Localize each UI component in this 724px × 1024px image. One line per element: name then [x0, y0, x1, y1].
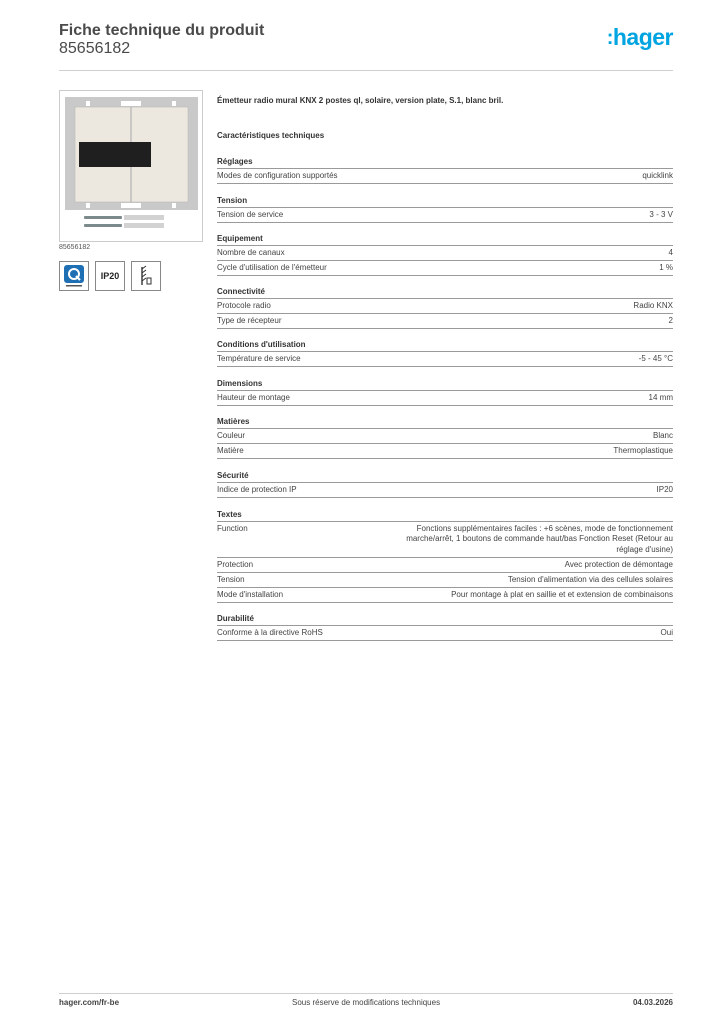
spec-row — [217, 208, 673, 223]
spec-label: Tension de service — [217, 209, 284, 219]
spec-value: Pour montage à plat en saillie et et extension de combinaisons — [451, 589, 673, 599]
spec-label: Function — [217, 523, 248, 533]
group-dimensions — [217, 376, 673, 406]
footer-divider — [59, 993, 673, 994]
spec-row — [217, 314, 673, 329]
spec-value: Thermoplastique — [613, 445, 673, 455]
spec-label: Température de service — [217, 353, 301, 363]
spec-label: Indice de protection IP — [217, 484, 297, 494]
spec-label: Nombre de canaux — [217, 247, 285, 257]
spec-row — [217, 299, 673, 314]
logo-word: hager — [612, 24, 673, 50]
group-title: Durabilité — [217, 611, 673, 626]
spec-value: 4 — [668, 247, 673, 257]
hager-logo — [607, 26, 673, 49]
spec-label: Protocole radio — [217, 300, 271, 310]
mounting-icon — [133, 263, 159, 289]
spec-value: Oui — [660, 627, 673, 637]
quicklink-badge — [59, 261, 89, 291]
spec-row — [217, 261, 673, 276]
footer-disclaimer: Sous réserve de modifications techniques — [292, 998, 441, 1007]
spec-label: Matière — [217, 445, 244, 455]
page-header — [59, 22, 673, 64]
group-title: Conditions d'utilisation — [217, 337, 673, 352]
spec-row — [217, 246, 673, 261]
spec-value: quicklink — [642, 170, 673, 180]
spec-value: Tension d'alimentation via des cellules solaires — [507, 574, 673, 584]
spec-value: 14 mm — [648, 392, 673, 402]
spec-value: Avec protection de démontage — [564, 559, 673, 569]
spec-row — [217, 558, 673, 573]
group-durabilite — [217, 611, 673, 641]
spec-row — [217, 444, 673, 459]
spec-value: Radio KNX — [633, 300, 673, 310]
page-title: Fiche technique du produit — [59, 22, 265, 39]
spec-value: IP20 — [656, 484, 673, 494]
group-title: Dimensions — [217, 376, 673, 391]
group-connectivite — [217, 284, 673, 329]
spec-label: Tension — [217, 574, 245, 584]
group-equipement — [217, 231, 673, 276]
spec-label: Conforme à la directive RoHS — [217, 627, 323, 637]
spec-row — [217, 588, 673, 603]
spec-row — [217, 391, 673, 406]
spec-label: Hauteur de montage — [217, 392, 290, 402]
spec-value: Fonctions supplémentaires faciles : +6 scènes, mode de fonctionnement marche/arrêt, 1 boutons de commande haut/bas Fonction Reset (Retour au réglage d'usine) — [406, 523, 673, 554]
group-title: Matières — [217, 414, 673, 429]
spec-row — [217, 352, 673, 367]
group-title: Réglages — [217, 154, 673, 169]
spec-label: Couleur — [217, 430, 246, 440]
spec-value: 3 - 3 V — [649, 209, 673, 219]
spec-label: Modes de configuration supportés — [217, 170, 338, 180]
group-title: Equipement — [217, 231, 673, 246]
spec-row — [217, 573, 673, 588]
group-reglages — [217, 154, 673, 184]
spec-row — [217, 626, 673, 641]
spec-label: Protection — [217, 559, 254, 569]
footer-date: 04.03.2026 — [632, 998, 673, 1007]
ip20-badge — [95, 261, 125, 291]
group-textes — [217, 507, 673, 603]
spec-row — [217, 429, 673, 444]
quicklink-icon — [61, 263, 87, 289]
flush-mount-badge — [131, 261, 161, 291]
group-title: Textes — [217, 507, 673, 522]
spec-value: 1 % — [659, 262, 673, 272]
spec-label: Cycle d'utilisation de l'émetteur — [217, 262, 327, 272]
footer-website-link[interactable]: hager.com/fr-be — [59, 998, 120, 1007]
spec-row — [217, 522, 673, 558]
spec-value: 2 — [668, 315, 673, 325]
product-description: Émetteur radio mural KNX 2 postes ql, solaire, version plate, S.1, blanc bril. — [217, 96, 504, 105]
group-securite — [217, 468, 673, 498]
spec-row — [217, 169, 673, 184]
product-illustration — [60, 91, 203, 242]
spec-value: Blanc — [652, 430, 673, 440]
spec-label: Type de récepteur — [217, 315, 282, 325]
image-caption: 85656182 — [59, 244, 91, 251]
group-tension — [217, 193, 673, 223]
spec-value: -5 - 45 °C — [638, 353, 673, 363]
logo-dots-icon: : — [606, 27, 613, 49]
group-title: Tension — [217, 193, 673, 208]
product-number: 85656182 — [59, 40, 131, 57]
group-matieres — [217, 414, 673, 459]
product-image — [59, 90, 203, 242]
group-title: Sécurité — [217, 468, 673, 483]
ip20-label: IP20 — [100, 271, 120, 281]
spec-label: Mode d'installation — [217, 589, 284, 599]
header-divider — [59, 70, 673, 71]
spec-row — [217, 483, 673, 498]
group-conditions — [217, 337, 673, 367]
group-title: Connectivité — [217, 284, 673, 299]
section-title: Caractéristiques techniques — [217, 131, 325, 140]
